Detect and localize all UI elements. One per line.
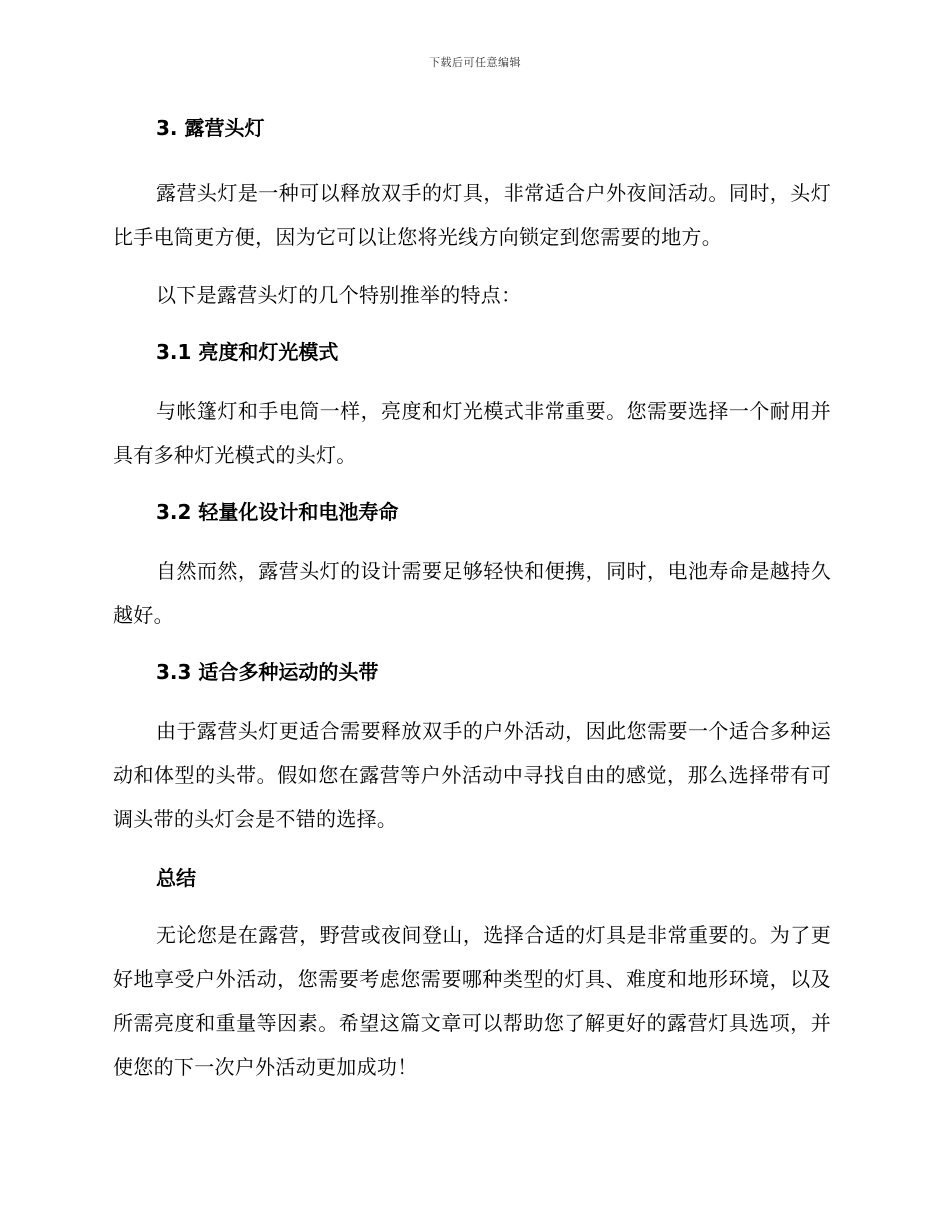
list-intro-paragraph: 以下是露营头灯的几个特别推举的特点： [156, 283, 522, 307]
document-body [113, 113, 831, 1089]
summary-paragraph: 无论您是在露营，野营或夜间登山，选择合适的灯具是非常重要的。为了更好地享受户外活动，您需要考虑您需要哪种类型的灯具、难度和地形环境，以及所需亮度和重量等因素。希望这篇文章可以帮助您了解更好的露营灯具选项，并使您的下一次户外活动更加成功！ [113, 923, 831, 1079]
subsection-3-2-heading: 3.2 轻量化设计和电池寿命 [156, 500, 399, 524]
summary-heading: 总结 [156, 866, 196, 890]
intro-paragraph: 露营头灯是一种可以释放双手的灯具，非常适合户外夜间活动。同时，头灯比手电筒更方便，因为它可以让您将光线方向锁定到您需要的地方。 [113, 181, 831, 249]
subsection-3-1-paragraph: 与帐篷灯和手电筒一样，亮度和灯光模式非常重要。您需要选择一个耐用并具有多种灯光模式的头灯。 [113, 399, 831, 467]
section-3-heading: 3. 露营头灯 [156, 116, 265, 140]
subsection-3-1-heading: 3.1 亮度和灯光模式 [156, 340, 339, 364]
page-header: 下载后可任意编辑 [429, 56, 521, 69]
subsection-3-3-paragraph: 由于露营头灯更适合需要释放双手的户外活动，因此您需要一个适合多种运动和体型的头带。假如您在露营等户外活动中寻找自由的感觉，那么选择带有可调头带的头灯会是不错的选择。 [113, 719, 831, 831]
subsection-3-3-heading: 3.3 适合多种运动的头带 [156, 660, 379, 684]
subsection-3-2-paragraph: 自然而然，露营头灯的设计需要足够轻快和便携，同时，电池寿命是越持久越好。 [113, 559, 831, 627]
